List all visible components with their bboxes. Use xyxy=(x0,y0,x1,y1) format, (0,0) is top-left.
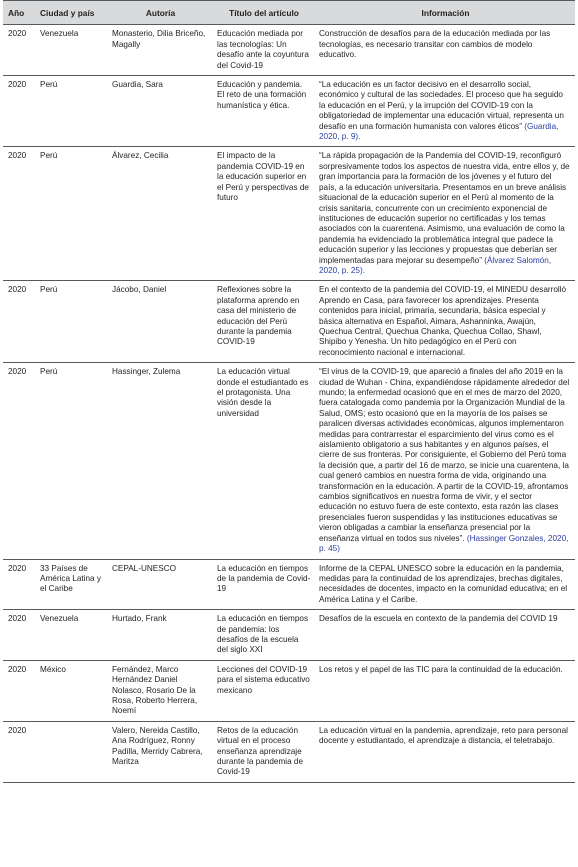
cell-info xyxy=(314,76,575,147)
info-text: Construcción de desafíos para de la educación mediada por las tecnologías, es necesario transitar con cambios de modelo educativo. xyxy=(319,29,551,60)
cell-title: Educación mediada por las tecnologías: Un desafío ante la coyuntura del Covid-19 xyxy=(212,25,314,76)
cell-place xyxy=(35,721,107,782)
table-row xyxy=(3,610,575,661)
info-text: Los retos y el papel de las TIC para la continuidad de la educación. xyxy=(319,664,563,674)
cell-place: 33 Países de América Latina y el Caribe xyxy=(35,559,107,610)
citation: (Hassinger Gonzales, 2020, p. 45) xyxy=(319,533,569,554)
info-text: La educación virtual en la pandemia, aprendizaje, reto para personal docente y estudiantado, el aprendizaje a distancia, el teletrabajo. xyxy=(319,725,568,746)
cell-year: 2020 xyxy=(3,76,35,147)
header-row xyxy=(3,1,575,25)
info-text: “La rápida propagación de la Pandemia del COVID-19, reconfiguró sorpresivamente todos los aspectos de nuestra vida, entre ellos y, de gran importancia para la formación de los jóvenes y el futuro del país, a la educación universitaria. Presentamos en un breve análisis situacional de la educación superior en el Perú al momento de la crisis sanitaria, concurrente con un crecimiento exponencial de instituciones de educación superior no certificadas y los temas asociados con la cuarentena. Asimismo, una evaluación de como la pandemia ha evidenciado la problemática integral que padece la educación superior y las lecciones y propuestas que deberían ser implementadas para mejorar su desempeño” xyxy=(319,151,570,265)
cell-place: Perú xyxy=(35,281,107,363)
cell-author: Hassinger, Zulema xyxy=(107,363,212,559)
cell-place: Perú xyxy=(35,147,107,281)
info-text: Desafíos de la escuela en contexto de la pandemia del COVID 19 xyxy=(319,614,558,624)
header-info: Información xyxy=(314,1,575,25)
cell-title: Educación y pandemia. El reto de una formación humanística y ética. xyxy=(212,76,314,147)
cell-info xyxy=(314,559,575,610)
cell-info xyxy=(314,660,575,721)
table-header xyxy=(3,1,575,25)
cell-author: Valero, Nereida Castillo, Ana Rodríguez, Ronny Padilla, Merridy Cabrera, Maritza xyxy=(107,721,212,782)
cell-year: 2020 xyxy=(3,281,35,363)
cell-place: Perú xyxy=(35,76,107,147)
cell-info xyxy=(314,610,575,661)
cell-year: 2020 xyxy=(3,610,35,661)
cell-year: 2020 xyxy=(3,660,35,721)
cell-title: La educación en tiempos de pandemia: los desafíos de la escuela del siglo XXI xyxy=(212,610,314,661)
cell-info xyxy=(314,721,575,782)
table-body xyxy=(3,25,575,782)
citation: (Álvarez Salomón, 2020, p. 25). xyxy=(319,255,552,275)
cell-place: Venezuela xyxy=(35,25,107,76)
cell-year: 2020 xyxy=(3,363,35,559)
cell-info xyxy=(314,363,575,559)
cell-info xyxy=(314,147,575,281)
header-year: Año xyxy=(3,1,35,25)
header-author: Autoría xyxy=(107,1,212,25)
cell-title: Lecciones del COVID-19 para el sistema educativo mexicano xyxy=(212,660,314,721)
table-row xyxy=(3,76,575,147)
cell-info xyxy=(314,281,575,363)
info-text: “La educación es un factor decisivo en el desarrollo social, económico y cultural de las sociedades. El proceso que ha seguido la educación en el Perú, y la irrupción del COVID-19 con la obligatoriedad de implementar una educación virtual, representa un desafío en una formación humanista con valores éticos” xyxy=(319,80,564,131)
cell-title: La educación virtual donde el estudiantado es el protagonista. Una visión desde la universidad xyxy=(212,363,314,559)
cell-place: Venezuela xyxy=(35,610,107,661)
header-title: Título del artículo xyxy=(212,1,314,25)
cell-author: Hurtado, Frank xyxy=(107,610,212,661)
cell-title: La educación en tiempos de la pandemia de Covid-19 xyxy=(212,559,314,610)
cell-year: 2020 xyxy=(3,721,35,782)
cell-author: Fernández, Marco Hernández Daniel Nolasco, Rosario De la Rosa, Roberto Herrera, Noemí xyxy=(107,660,212,721)
info-text: “El virus de la COVID-19, que apareció a finales del año 2019 en la ciudad de Wuhan - China, expandiéndose rápidamente alrededor del mundo; la enfermedad ocasionó que en el mes de marzo del 2020, fuera catalogada como pandemia por la Organización Mundial de la Salud, OMS; esto ocasionó que en la mayoría de los países se paralicen diversas actividades económicas, algunos implementaron medidas para contrarrestar el esparcimiento del virus como es el aislamiento obligatorio a sus habitantes y en algunos países, el cierre de sus fronteras. Por consiguiente, el Gobierno del Perú toma la decisión que, a partir del 16 de marzo, se inicie una cuarentena, la cual generó cambios en nuestra forma de vida, originando una transformación en la educación. A partir de la COVID-19, afrontamos cambios significativos en nuestra forma de vivir, y el sector educación no estuvo fuera de este contexto, esta razón las clases presenciales fueron suspendidas y las instituciones educativas se vieron obligadas a cambiar la enseñanza presencial por la enseñanza virtual en todos sus niveles”. xyxy=(319,367,570,543)
table-row xyxy=(3,363,575,559)
header-place: Ciudad y país xyxy=(35,1,107,25)
cell-title: El impacto de la pandemia COVID-19 en la educación superior en el Perú y perspectivas de futuro xyxy=(212,147,314,281)
cell-author: Guardia, Sara xyxy=(107,76,212,147)
table-row xyxy=(3,660,575,721)
cell-title: Retos de la educación virtual en el proceso enseñanza aprendizaje durante la pandemia de Covid-19 xyxy=(212,721,314,782)
cell-year: 2020 xyxy=(3,559,35,610)
cell-place: Perú xyxy=(35,363,107,559)
cell-place: México xyxy=(35,660,107,721)
table-row xyxy=(3,281,575,363)
table-row xyxy=(3,721,575,782)
cell-author: CEPAL-UNESCO xyxy=(107,559,212,610)
cell-year: 2020 xyxy=(3,147,35,281)
table-row xyxy=(3,25,575,76)
citation: (Guardia, 2020, p. 9). xyxy=(319,121,559,142)
cell-title: Reflexiones sobre la plataforma aprendo en casa del ministerio de educación del Perú durante la pandemia COVID-19 xyxy=(212,281,314,363)
cell-year: 2020 xyxy=(3,25,35,76)
articles-table xyxy=(3,0,575,783)
info-text: En el contexto de la pandemia del COVID-19, el MINEDU desarrolló Aprendo en Casa, para favorecer los aprendizajes. Presenta contenidos para inicial, primaria, secundaria, básica especial y básica alternativa en Español, Aimara, Ashanninka, Awajún, Quechua Central, Quechua Chanka, Quechua Collao, Shawl, Shipibo y Yenesha. Un hito pedagógico en el Perú con reconocimiento nacional e internacional. xyxy=(319,285,567,357)
cell-author: Jácobo, Daniel xyxy=(107,281,212,363)
table-row xyxy=(3,147,575,281)
cell-author: Álvarez, Cecilia xyxy=(107,147,212,281)
table-row xyxy=(3,559,575,610)
info-text: Informe de la CEPAL UNESCO sobre la educación en la pandemia, medidas para la continuidad de los aprendizajes, brechas digitales, necesidades de docentes, impacto en la comunidad educativa; en el América Latina y el Caribe. xyxy=(319,563,568,604)
cell-info xyxy=(314,25,575,76)
cell-author: Monasterio, Dilia Briceño, Magally xyxy=(107,25,212,76)
